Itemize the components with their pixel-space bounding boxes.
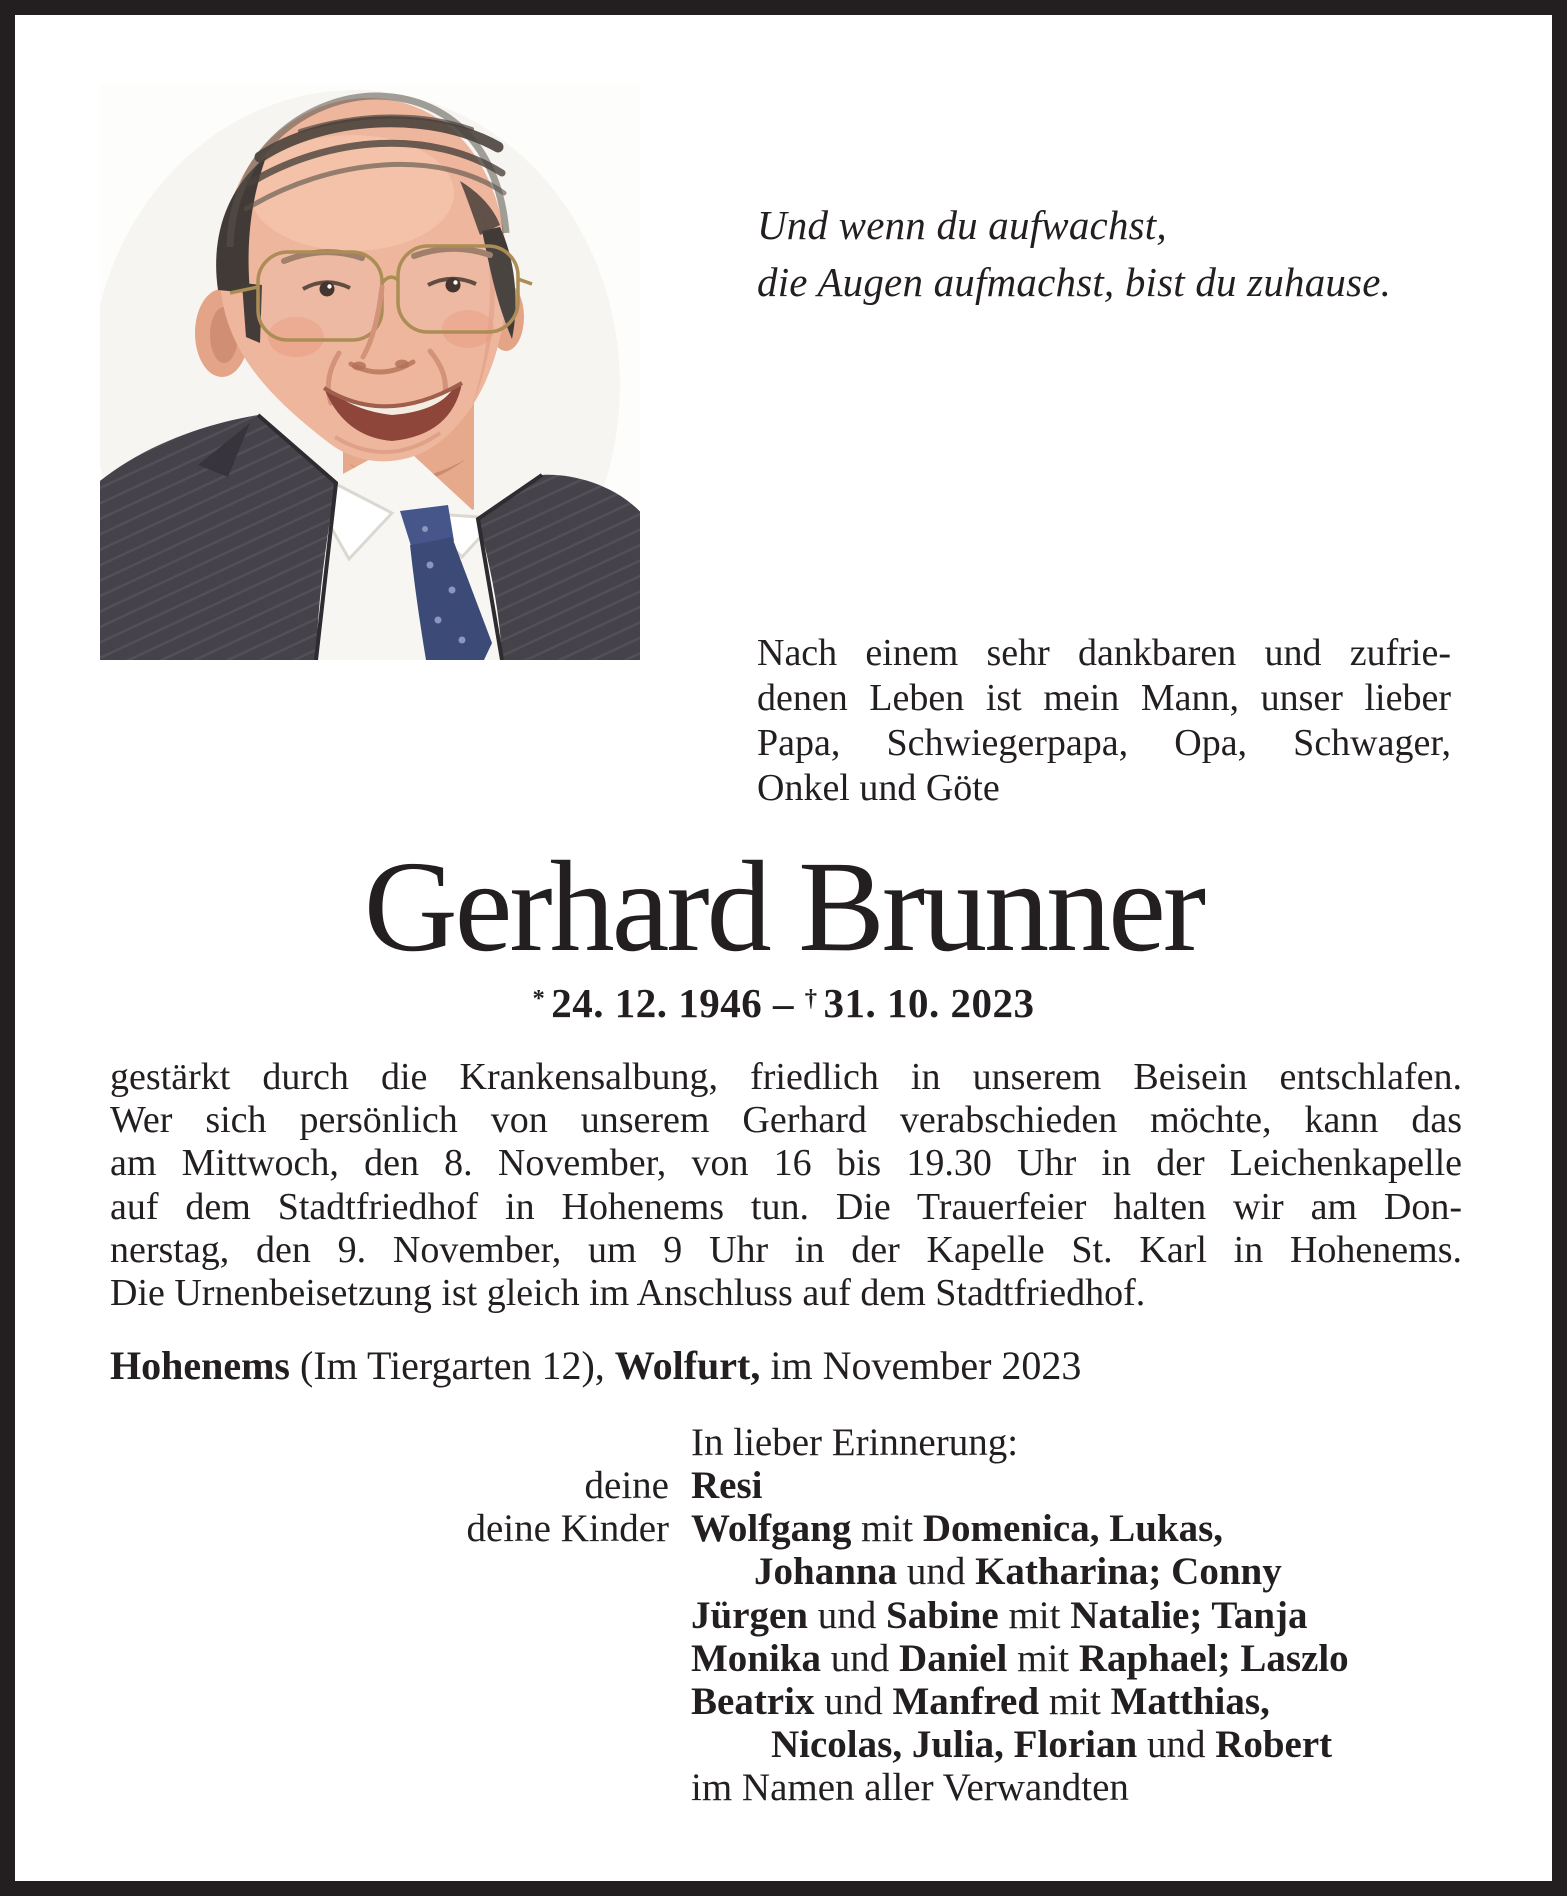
family-names: Nicolas, Julia, Florian und Robert	[771, 1723, 1333, 1767]
intro-line: Nach einem sehr dankbaren und zufrie-	[757, 632, 1451, 674]
closing-line: im Namen aller Verwandten	[691, 1766, 1129, 1810]
epigraph-quote	[757, 197, 1391, 311]
portrait-photo	[100, 85, 640, 660]
intro-text	[757, 631, 1451, 811]
announcement-line: Wer sich persönlich von unserem Gerhard verabschieden möchte, kann das	[110, 1099, 1462, 1142]
epigraph-line-2: die Augen aufmachst, bist du zuhause.	[757, 259, 1392, 305]
portrait-illustration	[100, 85, 640, 660]
family-row	[15, 1507, 1552, 1550]
intro-line: denen Leben ist mein Mann, unser lieber	[757, 677, 1451, 719]
family-row	[15, 1680, 1552, 1723]
family-row	[15, 1723, 1552, 1766]
deceased-name: Gerhard Brunner	[363, 835, 1204, 979]
family-list	[15, 1464, 1552, 1810]
relation-label	[15, 1550, 669, 1593]
announcement-text	[110, 1056, 1462, 1315]
announcement-line: am Mittwoch, den 8. November, von 16 bis 19.30 Uhr in der Leichenkapelle	[110, 1142, 1462, 1185]
relation-label	[15, 1637, 669, 1680]
remembrance-heading: In lieber Erinnerung:	[691, 1421, 1019, 1464]
family-names: Wolfgang mit Domenica, Lukas,	[691, 1507, 1224, 1551]
obituary-sheet	[15, 15, 1552, 1881]
announcement-line: nerstag, den 9. November, um 9 Uhr in der Kapelle St. Karl in Hohenems.	[110, 1228, 1462, 1271]
family-names: Monika und Daniel mit Raphael; Laszlo	[691, 1636, 1349, 1680]
relation-label: deine	[584, 1464, 669, 1507]
family-row	[15, 1637, 1552, 1680]
family-row	[15, 1550, 1552, 1593]
announcement-line: Die Urnenbeisetzung ist gleich im Anschluss auf dem Stadtfriedhof.	[110, 1272, 1146, 1315]
epigraph-line-1: Und wenn du aufwachst,	[757, 202, 1167, 248]
relation-label	[15, 1723, 669, 1766]
family-row	[15, 1766, 1552, 1809]
announcement-line: gestärkt durch die Krankensalbung, friedlich in unserem Beisein entschlafen.	[110, 1056, 1462, 1098]
family-names: Jürgen und Sabine mit Natalie; Tanja	[691, 1593, 1308, 1637]
family-row	[15, 1464, 1552, 1507]
relation-label	[15, 1766, 669, 1809]
relation-label	[15, 1594, 669, 1637]
life-dates: * 24. 12. 1946 – † 31. 10. 2023	[532, 980, 1035, 1026]
announcement-line: auf dem Stadtfriedhof in Hohenems tun. Die Trauerfeier halten wir am Don-	[110, 1185, 1462, 1228]
family-names: Beatrix und Manfred mit Matthias,	[691, 1680, 1270, 1724]
intro-line: Onkel und Göte	[757, 767, 1000, 809]
intro-line: Papa, Schwiegerpapa, Opa, Schwager,	[757, 722, 1451, 764]
family-names: Johanna und Katharina; Conny	[754, 1550, 1282, 1594]
relation-label: deine Kinder	[466, 1507, 669, 1551]
family-names: Resi	[691, 1464, 763, 1507]
location-date-line: Hohenems (Im Tiergarten 12), Wolfurt, im November 2023	[110, 1343, 1082, 1388]
family-row	[15, 1594, 1552, 1637]
relation-label	[15, 1680, 669, 1723]
